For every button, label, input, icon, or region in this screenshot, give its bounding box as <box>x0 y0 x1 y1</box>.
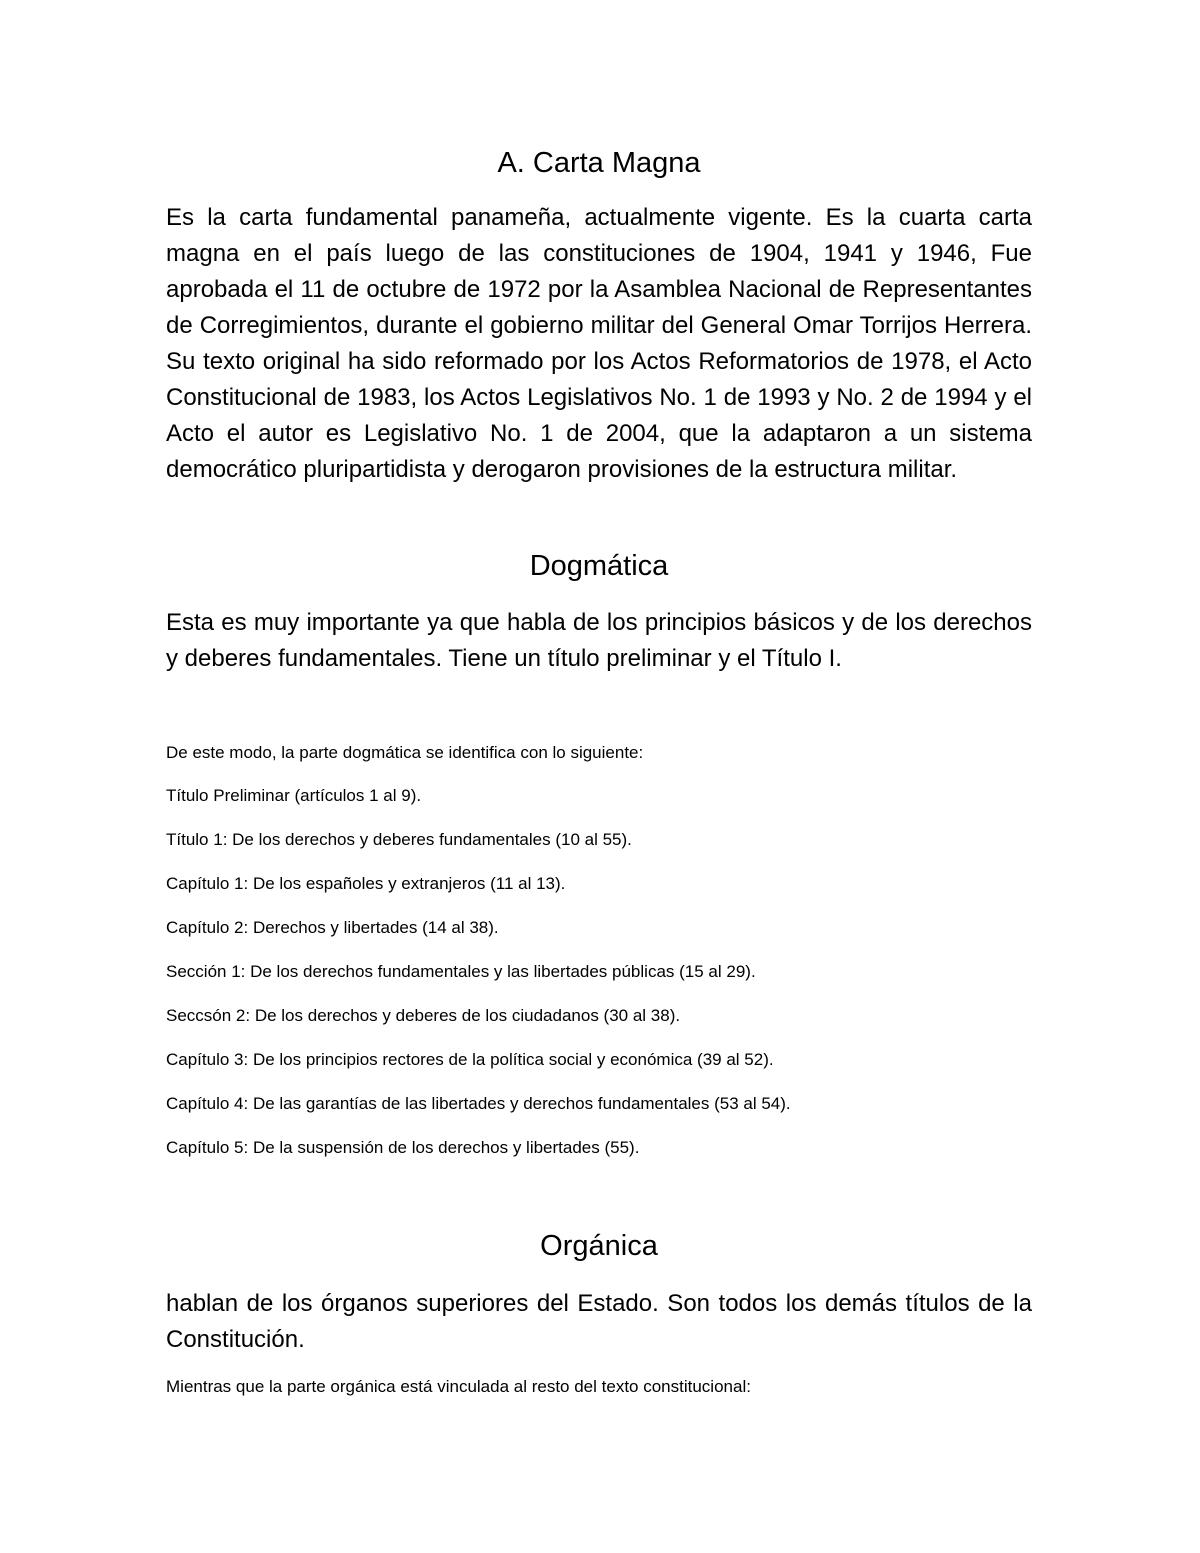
list-item: Título 1: De los derechos y deberes fundamentales (10 al 55). <box>166 830 632 849</box>
organica-paragraph: hablan de los órganos superiores del Estado. Son todos los demás títulos de la Constitución. <box>166 1290 1032 1353</box>
dogmatica-intro: De este modo, la parte dogmática se identifica con lo siguiente: <box>166 743 644 762</box>
section-title-dogmatica: Dogmática <box>529 550 669 582</box>
list-item: Seccsón 2: De los derechos y deberes de los ciudadanos (30 al 38). <box>166 1006 681 1025</box>
list-item: Título Preliminar (artículos 1 al 9). <box>166 786 422 805</box>
list-item: Capítulo 1: De los españoles y extranjeros (11 al 13). <box>166 874 566 893</box>
list-item: Sección 1: De los derechos fundamentales y las libertades públicas (15 al 29). <box>166 962 756 981</box>
section-title-carta-magna: A. Carta Magna <box>497 147 701 179</box>
dogmatica-paragraph: Esta es muy importante ya que habla de los principios básicos y de los derechos y deberes fundamentales. Tiene un título preliminar y el Título I. <box>166 609 1032 672</box>
list-item: Capítulo 5: De la suspensión de los derechos y libertades (55). <box>166 1138 640 1157</box>
section-title-organica: Orgánica <box>540 1230 658 1262</box>
list-item: Capítulo 3: De los principios rectores de la política social y económica (39 al 52). <box>166 1050 774 1069</box>
dogmatica-list <box>166 785 1032 1181</box>
list-item: Capítulo 4: De las garantías de las libertades y derechos fundamentales (53 al 54). <box>166 1094 791 1113</box>
list-item: Capítulo 2: Derechos y libertades (14 al 38). <box>166 918 499 937</box>
carta-magna-paragraph: Es la carta fundamental panameña, actualmente vigente. Es la cuarta carta magna en el país luego de las constituciones de 1904, 1941 y 1946, Fue aprobada el 11 de octubre de 1972 por la Asamblea Nacional de Representantes de Corregimientos, durante el gobierno militar del General Omar Torrijos Herrera. Su texto original ha sido reformado por los Actos Reformatorios de 1978, el Acto Constitucional de 1983, los Actos Legislativos No. 1 de 1993 y No. 2 de 1994 y el Acto el autor es Legislativo No. 1 de 2004, que la adaptaron a un sistema democrático pluripartidista y derogaron provisiones de la estructura militar. <box>166 204 1032 483</box>
organica-last-line: Mientras que la parte orgánica está vinculada al resto del texto constitucional: <box>166 1377 751 1396</box>
